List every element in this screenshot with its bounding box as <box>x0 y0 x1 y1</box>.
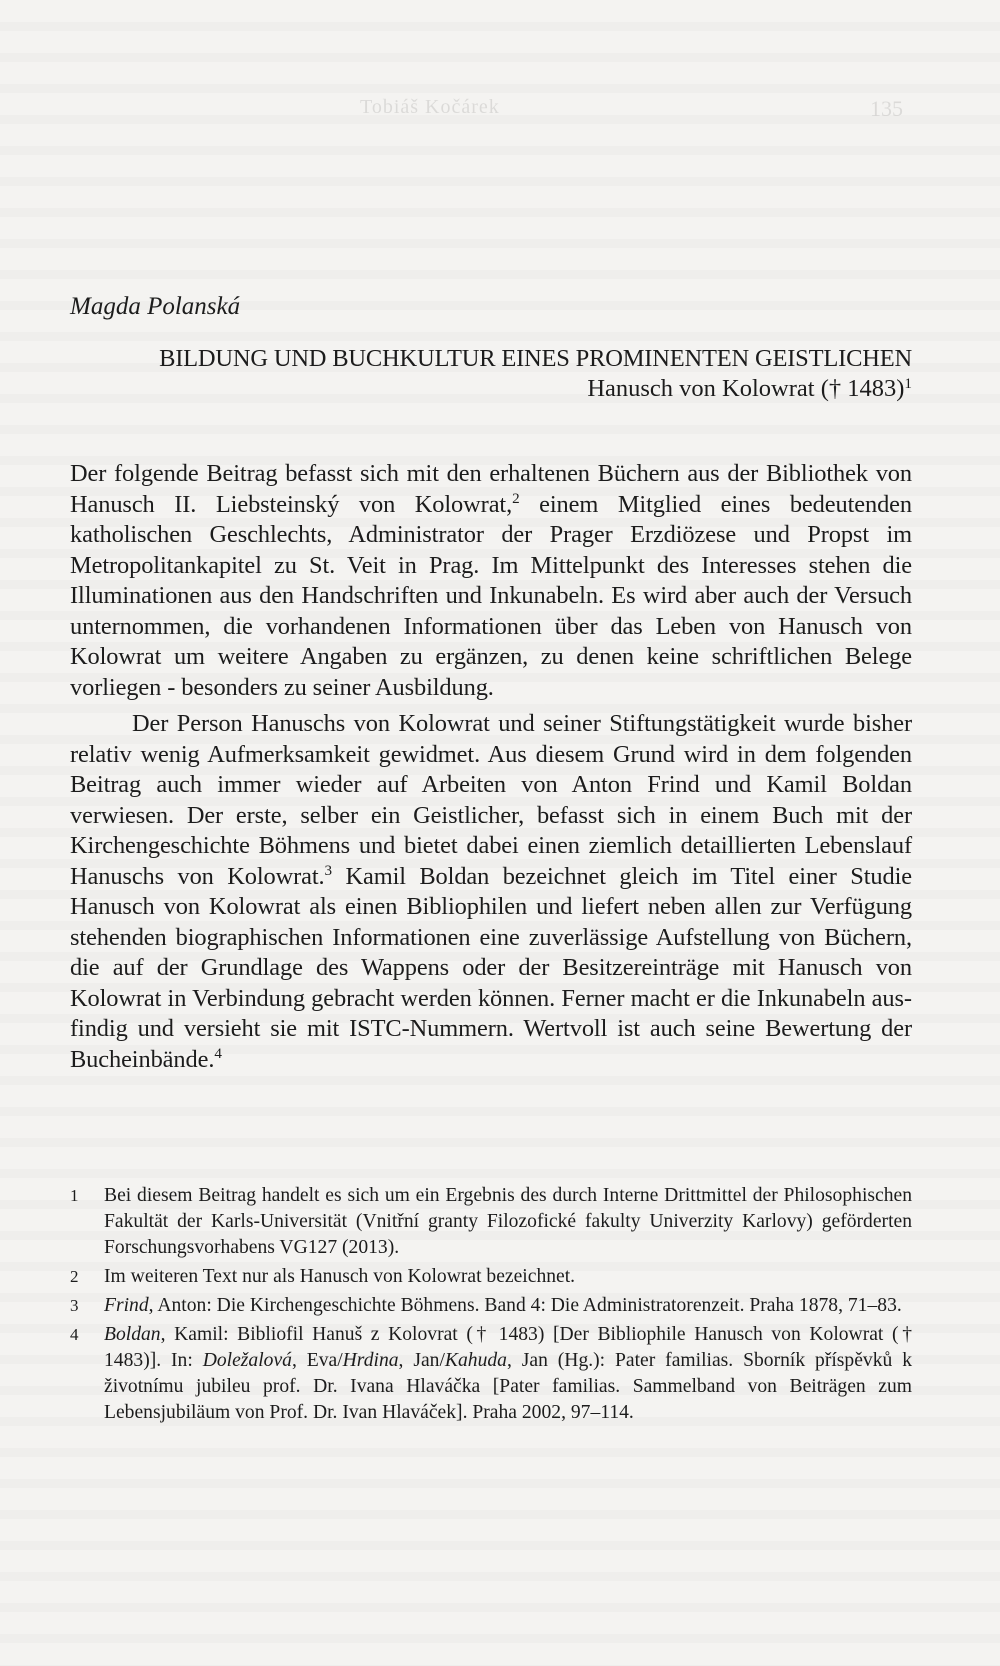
footnote-number: 2 <box>70 1267 79 1286</box>
footnote-ref-2[interactable]: 2 <box>512 491 520 508</box>
footnote-ref-3[interactable]: 3 <box>324 863 333 880</box>
show-through-page-number: 135 <box>870 96 903 121</box>
article-body <box>70 459 912 1075</box>
show-through-running-head: Tobiáš Kočárek <box>360 96 500 118</box>
subtitle-text: Hanusch von Kolowrat († 1483) <box>587 375 905 402</box>
paragraph-2 <box>70 709 912 1075</box>
footnote-text: , Jan (Hg.): Pater familias. Sborník příspěvků k životnímu jubileu prof. Dr. Ivana Hlaváčka [Pater familias. Sammelband von Beiträgen zum Lebensjubiläum von Prof. Dr. Ivan Hlaváček]. Praha 2002, 97–114. <box>104 1350 913 1423</box>
footnote-1 <box>70 1183 912 1261</box>
footnote-author: Frind <box>104 1295 149 1316</box>
footnote-text: , Kamil: Bibliofil Hanuš z Kolovrat († 1483) [Der Bibliophile Hanusch von Kolowrat († 1483)]. In: <box>104 1324 912 1371</box>
footnote-author: Boldan <box>104 1324 161 1345</box>
footnote-4 <box>70 1322 912 1426</box>
article-title: BILDUNG UND BUCHKULTUR EINES PROMINENTEN GEISTLICHEN <box>159 345 912 372</box>
footnote-text: , Eva/ <box>291 1350 343 1371</box>
paragraph-1-text-b: einem Mitglied eines bedeutenden katholischen Geschlechts, Administrator der Prager Erzdiözese und Propst im Metropolitankapitel zu St. Veit in Prag. Im Mittelpunkt des Interesses stehen die Illuminationen aus den Handschriften und Inkunabeln. Es wird aber auch der Versuch unternommen, die vorhandenen Informationen über das Leben von Hanusch von Kolowrat um weitere Angaben zu ergänzen, zu denen keine schriftlichen Belege vorliegen - besonders zu seiner Ausbildung. <box>70 490 912 701</box>
footnote-ref-1[interactable]: 1 <box>904 374 912 392</box>
paragraph-2-text-a: Der Person Hanuschs von Kolowrat und seiner Stiftungstätigkeit wurde bisher relativ wenig Aufmerksamkeit gewidmet. Aus diesem Grund wird in dem folgenden Beitrag auch immer wieder auf Arbeiten von Anton Frind und Kamil Boldan verwiesen. Der erste, selber ein Geistlicher, befasst sich in einem Buch mit der Kirchengeschichte Böhmens und bietet dabei einen ziemlich detaillierten Lebenslauf Hanuschs von Kolowrat. <box>70 710 912 890</box>
footnote-number: 3 <box>70 1296 79 1315</box>
paragraph-1 <box>70 459 912 703</box>
footnote-text: Bei diesem Beitrag handelt es sich um ein Ergebnis des durch Interne Drittmittel der Philosophischen Fakultät der Karls-Universität (Vnitřní granty Filozofické fakulty Univerzity Karlovy) geförderten Forschungsvorhabens VG127 (2013). <box>104 1185 912 1258</box>
footnote-2 <box>70 1264 912 1290</box>
footnote-editor: Hrdina <box>342 1350 399 1371</box>
footnote-editor: Doležalová <box>202 1350 292 1371</box>
footnote-editor: Kahuda <box>444 1350 507 1371</box>
article-subtitle <box>70 374 912 404</box>
paragraph-1-text-a: Der folgende Beitrag befasst sich mit den erhaltenen Büchern aus der Bibliothek von Hanusch II. Liebsteinský von Kolowrat, <box>70 460 912 518</box>
footnote-3 <box>70 1293 912 1319</box>
footnote-text: , Jan/ <box>398 1350 445 1371</box>
author-name: Magda Polanská <box>70 293 241 320</box>
footnote-number: 4 <box>70 1325 79 1344</box>
footnote-text: Im weiteren Text nur als Hanusch von Kolowrat bezeichnet. <box>104 1266 576 1287</box>
paragraph-2-text-b: Kamil Boldan bezeichnet gleich im Titel einer Studie Hanusch von Kolowrat als einen Bibliophilen und liefert neben allen zur Verfügung stehenden biographischen Informationen eine zuverlässige Aufstellung von Büchern, die auf der Grundlage des Wappens oder der Besitzereinträge mit Hanusch von Kolowrat in Verbindung gebracht werden können. Ferner macht er die Inkunabeln ausfindig und versieht sie mit ISTC-Nummern. Wertvoll ist auch seine Bewertung der Bucheinbände. <box>70 862 912 1073</box>
footnote-ref-4[interactable]: 4 <box>214 1046 222 1063</box>
footnotes <box>70 1183 912 1429</box>
footnote-number: 1 <box>70 1186 79 1205</box>
footnote-text: , Anton: Die Kirchengeschichte Böhmens. Band 4: Die Administratorenzeit. Praha 1878, 71–83. <box>148 1295 902 1316</box>
